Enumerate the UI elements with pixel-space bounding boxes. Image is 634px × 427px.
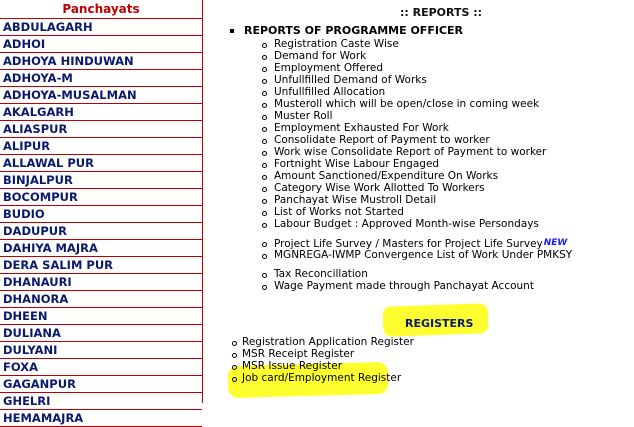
register-link[interactable]: MSR Receipt Register	[242, 348, 632, 360]
panchayat-item[interactable]: BINJALPUR	[0, 172, 202, 189]
panchayat-item[interactable]: DHEEN	[0, 308, 202, 325]
panchayat-item[interactable]: HEMAMAJRA	[0, 410, 202, 427]
panchayat-header: Panchayats	[0, 0, 202, 19]
report-link[interactable]	[274, 170, 630, 182]
report-link[interactable]	[274, 280, 630, 292]
panchayat-item[interactable]: ALLAWAL PUR	[0, 155, 202, 172]
panchayat-item[interactable]: ALIPUR	[0, 138, 202, 155]
panchayat-item[interactable]: FOXA	[0, 359, 202, 376]
report-link-label: Work wise Consolidate Report of Payment to worker	[274, 146, 547, 158]
report-link-label: Demand for Work	[274, 50, 367, 62]
new-badge-icon: NEW	[543, 238, 568, 248]
report-link[interactable]	[274, 110, 630, 122]
reports-title: :: REPORTS ::	[400, 6, 483, 19]
panchayat-item[interactable]: ABDULAGARH	[0, 19, 202, 36]
panchayat-item[interactable]: GAGANPUR	[0, 376, 202, 393]
report-link-label: List of Works not Started	[274, 206, 404, 218]
register-link[interactable]: MSR Issue Register	[242, 360, 632, 372]
panchayat-item[interactable]: ADHOYA-M	[0, 70, 202, 87]
report-link-label: Muster Roll	[274, 110, 333, 122]
panchayat-panel	[0, 0, 203, 425]
report-link[interactable]	[274, 146, 630, 158]
panchayat-item[interactable]: AKALGARH	[0, 104, 202, 121]
report-link-label: Fortnight Wise Labour Engaged	[274, 158, 440, 170]
report-link-label: Labour Budget : Approved Month-wise Persondays	[274, 218, 539, 230]
report-link[interactable]	[274, 249, 630, 261]
report-link-label: Employment Exhausted For Work	[274, 122, 449, 134]
report-link-label: Project Life Survey / Masters for Project Life Survey	[274, 238, 543, 250]
report-link-label: Unfullfilled Demand of Works	[274, 74, 427, 86]
panchayat-item[interactable]: DAHIYA MAJRA	[0, 240, 202, 257]
report-link[interactable]	[274, 122, 630, 134]
report-link-label: Category Wise Work Allotted To Workers	[274, 182, 485, 194]
panchayat-item[interactable]: DULIANA	[0, 325, 202, 342]
report-link-label: Employment Offered	[274, 62, 384, 74]
report-link-label: Wage Payment made through Panchayat Account	[274, 280, 534, 292]
register-link[interactable]: Job card/Employment Register	[242, 372, 632, 384]
report-link[interactable]	[274, 206, 630, 218]
panchayat-item[interactable]: BOCOMPUR	[0, 189, 202, 206]
panchayat-item[interactable]: DHANORA	[0, 291, 202, 308]
panchayat-item[interactable]: ADHOYA-MUSALMAN	[0, 87, 202, 104]
report-link[interactable]	[274, 237, 630, 249]
report-link-label: Tax Reconcillation	[274, 268, 368, 280]
panchayat-list	[0, 19, 202, 427]
programme-officer-heading: REPORTS OF PROGRAMME OFFICER	[244, 24, 463, 37]
panchayat-item[interactable]: GHELRI	[0, 393, 202, 410]
report-link-label: Unfullfilled Allocation	[274, 86, 386, 98]
panchayat-item[interactable]: DADUPUR	[0, 223, 202, 240]
section-bullet-icon	[230, 29, 234, 33]
report-link-label: Registration Caste Wise	[274, 38, 399, 50]
report-link[interactable]	[274, 62, 630, 74]
report-link-label: Panchayat Wise Mustroll Detail	[274, 194, 437, 206]
report-link-label: MGNREGA-IWMP Convergence List of Work Under PMKSY	[274, 249, 573, 261]
report-link[interactable]	[274, 158, 630, 170]
panchayat-item[interactable]: ALIASPUR	[0, 121, 202, 138]
programme-officer-report-list	[274, 38, 630, 292]
panchayat-item[interactable]: DERA SALIM PUR	[0, 257, 202, 274]
registers-title: REGISTERS	[405, 317, 474, 330]
panchayat-item[interactable]: DHANAURI	[0, 274, 202, 291]
reports-panel	[226, 0, 634, 403]
report-link[interactable]	[274, 194, 630, 206]
report-link[interactable]	[274, 86, 630, 98]
report-link[interactable]	[274, 182, 630, 194]
report-link[interactable]	[274, 50, 630, 62]
report-link[interactable]	[274, 98, 630, 110]
report-link[interactable]	[274, 134, 630, 146]
panchayat-item[interactable]: ADHOYA HINDUWAN	[0, 53, 202, 70]
report-link[interactable]	[274, 74, 630, 86]
report-link[interactable]	[274, 268, 630, 280]
report-link-label: Musteroll which will be open/close in coming week	[274, 98, 540, 110]
panchayat-item[interactable]: BUDIO	[0, 206, 202, 223]
panchayat-item[interactable]: ADHOI	[0, 36, 202, 53]
report-link-label: Consolidate Report of Payment to worker	[274, 134, 490, 146]
registers-list	[242, 336, 632, 384]
register-link[interactable]: Registration Application Register	[242, 336, 632, 348]
report-link-label: Amount Sanctioned/Expenditure On Works	[274, 170, 499, 182]
panchayat-item[interactable]: DULYANI	[0, 342, 202, 359]
report-link[interactable]	[274, 38, 630, 50]
report-link[interactable]	[274, 218, 630, 230]
